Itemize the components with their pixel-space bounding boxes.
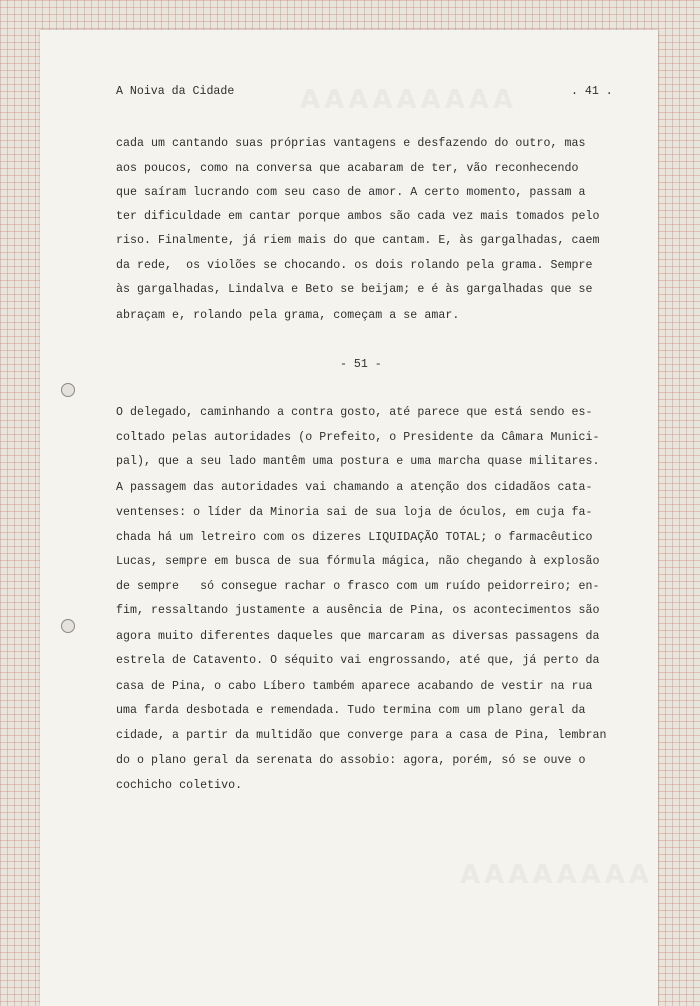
show-through-text: AAAAAAAA [460,860,653,890]
text-line: Lucas, sempre em busca de sua fórmula mágica, não chegando à explosão [116,555,600,568]
text-line: às gargalhadas, Lindalva e Beto se beijam; e é às gargalhadas que se [116,283,593,296]
text-line: O delegado, caminhando a contra gosto, até parece que está sendo es- [116,406,593,419]
show-through-text: AAAAAAAAA [300,85,518,115]
text-line: aos poucos, como na conversa que acabaram de ter, vão reconhecendo [116,162,579,175]
text-line: coltado pelas autoridades (o Prefeito, o Presidente da Câmara Munici- [116,431,600,444]
text-line: ventenses: o líder da Minoria sai de sua loja de óculos, em cuja fa- [116,506,593,519]
text-line: de sempre só consegue rachar o frasco com um ruído peidorreiro; en- [116,580,600,593]
text-line: casa de Pina, o cabo Líbero também aparece acabando de vestir na rua [116,680,593,693]
text-line: cidade, a partir da multidão que converge para a casa de Pina, lembran [116,729,607,742]
text-line: cochicho coletivo. [116,779,243,792]
text-line: riso. Finalmente, já riem mais do que cantam. E, às gargalhadas, caem [116,234,600,247]
text-line: abraçam e, rolando pela grama, começam a se amar. [116,309,460,322]
text-line: fim, ressaltando justamente a ausência de Pina, os acontecimentos são [116,604,600,617]
text-line: chada há um letreiro com os dizeres LIQUIDAÇÃO TOTAL; o farmacêutico [116,531,593,544]
text-line: estrela de Catavento. O séquito vai engrossando, até que, já perto da [116,654,600,667]
page-number: . 41 . [571,85,613,98]
text-line: do o plano geral da serenata do assobio: agora, porém, só se ouve o [116,754,586,767]
text-line: da rede, os violões se chocando. os dois rolando pela grama. Sempre [116,259,593,272]
punch-hole-top [61,383,75,397]
punch-hole-bottom [61,619,75,633]
text-line: A passagem das autoridades vai chamando a atenção dos cidadãos cata- [116,481,593,494]
text-line: agora muito diferentes daqueles que marcaram as diversas passagens da [116,630,600,643]
text-line: que saíram lucrando com seu caso de amor. A certo momento, passam a [116,186,586,199]
running-title: A Noiva da Cidade [116,85,235,98]
text-line: cada um cantando suas próprias vantagens e desfazendo do outro, mas [116,137,586,150]
text-line: ter dificuldade em cantar porque ambos são cada vez mais tomados pelo [116,210,600,223]
text-line: uma farda desbotada e remendada. Tudo termina com um plano geral da [116,704,586,717]
scene-number: - 51 - [340,358,382,371]
text-line: pal), que a seu lado mantêm uma postura e uma marcha quase militares. [116,455,600,468]
